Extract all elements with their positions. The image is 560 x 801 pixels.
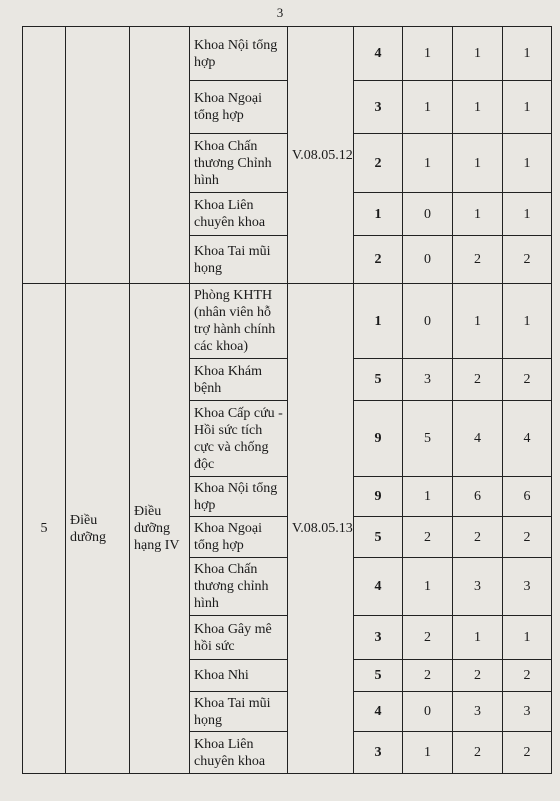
value-cell: 1	[403, 27, 453, 81]
value-cell: 2	[453, 517, 503, 558]
value-cell: 1	[503, 81, 552, 134]
department-cell: Khoa Tai mũi họng	[190, 236, 288, 284]
department-cell: Khoa Chấn thương chỉnh hình	[190, 558, 288, 616]
value-cell: 1	[453, 27, 503, 81]
rank-cell	[130, 27, 190, 284]
value-cell: 1	[503, 616, 552, 660]
value-cell: 1	[354, 284, 403, 359]
value-cell: 3	[354, 732, 403, 774]
value-cell: 1	[403, 477, 453, 517]
value-cell: 2	[403, 517, 453, 558]
value-cell: 2	[453, 236, 503, 284]
value-cell: 2	[354, 134, 403, 193]
stt-cell: 5	[23, 284, 66, 774]
value-cell: 4	[354, 27, 403, 81]
department-cell: Khoa Tai mũi họng	[190, 692, 288, 732]
department-cell: Khoa Chấn thương Chỉnh hình	[190, 134, 288, 193]
department-cell: Khoa Nội tổng hợp	[190, 27, 288, 81]
value-cell: 1	[503, 193, 552, 236]
value-cell: 0	[403, 692, 453, 732]
value-cell: 3	[354, 81, 403, 134]
value-cell: 1	[453, 284, 503, 359]
department-cell: Khoa Gây mê hồi sức	[190, 616, 288, 660]
department-cell: Khoa Nhi	[190, 660, 288, 692]
value-cell: 3	[503, 692, 552, 732]
value-cell: 4	[453, 401, 503, 477]
value-cell: 1	[453, 193, 503, 236]
department-cell: Khoa Nội tổng hợp	[190, 477, 288, 517]
value-cell: 3	[403, 359, 453, 401]
value-cell: 1	[453, 81, 503, 134]
stt-cell	[23, 27, 66, 284]
value-cell: 5	[354, 359, 403, 401]
value-cell: 0	[403, 284, 453, 359]
table-row	[23, 284, 552, 359]
value-cell: 2	[453, 660, 503, 692]
value-cell: 4	[503, 401, 552, 477]
value-cell: 2	[453, 732, 503, 774]
profession-cell: Điều dưỡng	[66, 284, 130, 774]
staffing-table	[22, 26, 552, 774]
department-cell: Khoa Khám bệnh	[190, 359, 288, 401]
department-cell: Khoa Cấp cứu - Hồi sức tích cực và chống độc	[190, 401, 288, 477]
value-cell: 1	[503, 284, 552, 359]
page-number: 3	[276, 5, 284, 20]
rank-cell: Điều dưỡng hạng IV	[130, 284, 190, 774]
value-cell: 3	[453, 558, 503, 616]
value-cell: 5	[354, 660, 403, 692]
value-cell: 1	[403, 134, 453, 193]
value-cell: 2	[453, 359, 503, 401]
value-cell: 1	[403, 732, 453, 774]
table-row	[23, 27, 552, 81]
department-cell: Khoa Liên chuyên khoa	[190, 193, 288, 236]
value-cell: 2	[403, 660, 453, 692]
value-cell: 1	[503, 134, 552, 193]
department-cell: Khoa Ngoại tổng hợp	[190, 81, 288, 134]
value-cell: 2	[354, 236, 403, 284]
value-cell: 1	[403, 558, 453, 616]
value-cell: 0	[403, 193, 453, 236]
value-cell: 2	[503, 660, 552, 692]
value-cell: 5	[354, 517, 403, 558]
value-cell: 9	[354, 401, 403, 477]
value-cell: 3	[503, 558, 552, 616]
value-cell: 0	[403, 236, 453, 284]
value-cell: 2	[503, 236, 552, 284]
value-cell: 9	[354, 477, 403, 517]
value-cell: 6	[503, 477, 552, 517]
code-cell: V.08.05.12	[288, 27, 354, 284]
value-cell: 4	[354, 558, 403, 616]
department-cell: Phòng KHTH (nhân viên hỗ trợ hành chính các khoa)	[190, 284, 288, 359]
value-cell: 2	[503, 732, 552, 774]
value-cell: 2	[503, 359, 552, 401]
value-cell: 1	[354, 193, 403, 236]
code-cell: V.08.05.13	[288, 284, 354, 774]
profession-cell	[66, 27, 130, 284]
value-cell: 3	[354, 616, 403, 660]
value-cell: 1	[403, 81, 453, 134]
value-cell: 2	[403, 616, 453, 660]
value-cell: 2	[503, 517, 552, 558]
value-cell: 1	[453, 134, 503, 193]
value-cell: 5	[403, 401, 453, 477]
value-cell: 4	[354, 692, 403, 732]
value-cell: 1	[453, 616, 503, 660]
value-cell: 1	[503, 27, 552, 81]
value-cell: 6	[453, 477, 503, 517]
department-cell: Khoa Liên chuyên khoa	[190, 732, 288, 774]
department-cell: Khoa Ngoại tổng hợp	[190, 517, 288, 558]
value-cell: 3	[453, 692, 503, 732]
